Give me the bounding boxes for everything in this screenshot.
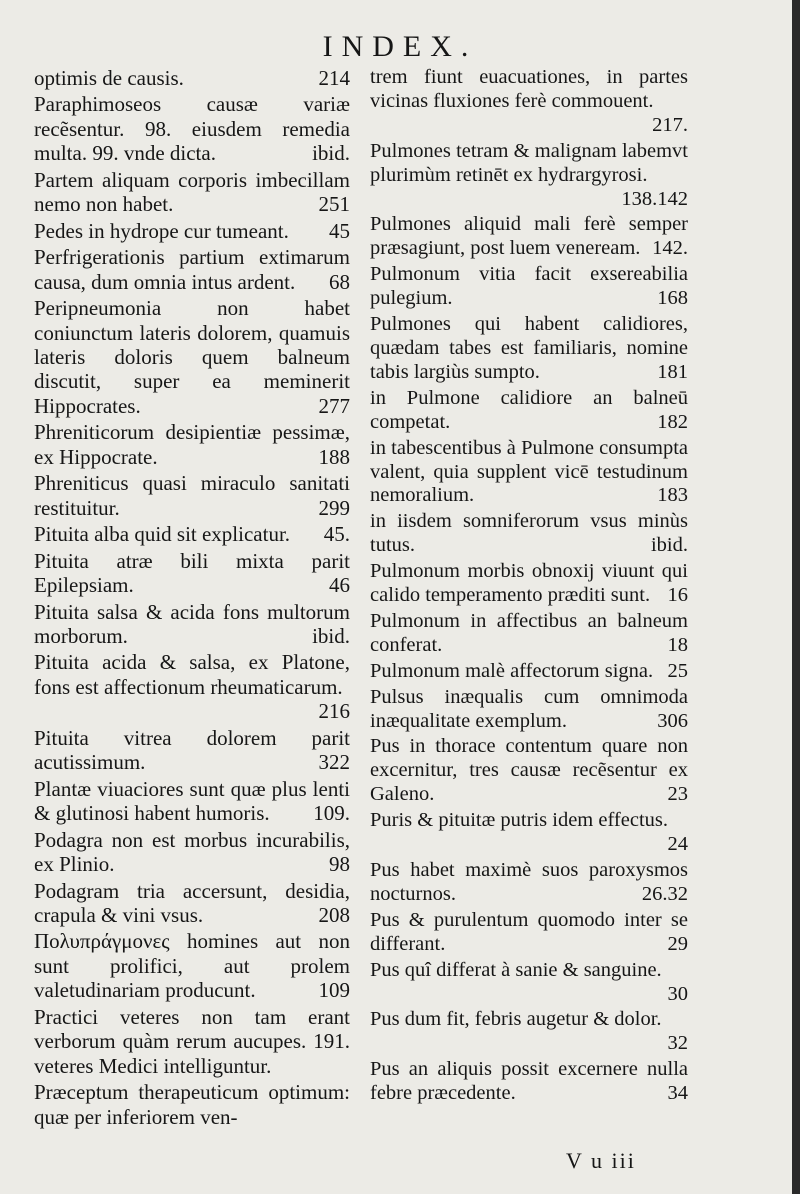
entry-text: Perfrigerationis partium extimarum causa, dum omnia intus ardent.: [34, 245, 350, 294]
entry-page-ref: 299: [318, 495, 350, 520]
entry-page-ref: 142.: [652, 237, 688, 260]
index-entry: [370, 660, 688, 684]
index-entry: [34, 168, 350, 217]
entry-text: Pulmonum vitia facit exsereabilia pulegium.: [370, 263, 688, 310]
index-entry: [34, 420, 350, 469]
entry-page-ref: ibid.: [650, 534, 688, 557]
index-entry: [34, 1005, 350, 1078]
entry-text: Pulmones aliquid mali ferè semper præsagiunt, post luem veneream.: [370, 213, 688, 260]
index-entry: [370, 437, 688, 509]
index-entry: [34, 1080, 350, 1129]
index-entry: [370, 263, 688, 311]
index-entry: [370, 959, 688, 1007]
entry-page-ref: 182: [657, 410, 688, 433]
entry-page-ref: 322: [318, 750, 350, 775]
entry-text: Pituita alba quid sit explicatur.: [34, 522, 291, 547]
entry-page-ref: 109: [318, 978, 350, 1003]
entry-text: Præceptum therapeuticum optimum: quæ per inferiorem ven-: [34, 1080, 350, 1129]
entry-page-ref: 16: [667, 584, 688, 607]
index-entry: [370, 313, 688, 385]
entry-page-ref: ibid.: [312, 141, 350, 166]
entry-page-ref: 26.32: [641, 882, 688, 905]
index-entry: [370, 213, 688, 261]
entry-text: Puris & pituitæ putris idem effectus.: [370, 809, 668, 832]
entry-page-ref: 188: [318, 444, 350, 469]
entry-text: Pus & purulentum quomodo inter se differant.: [370, 908, 688, 955]
index-column-right: [370, 66, 688, 1108]
entry-text: Practici veteres non tam erant verborum quàm rerum aucupes. 191. veteres Medici intelliguntur.: [34, 1004, 350, 1078]
entry-page-ref: 109.: [313, 801, 350, 826]
index-entry: [34, 92, 350, 165]
index-entry: [34, 600, 350, 649]
index-entry: [370, 735, 688, 807]
entry-text: Pulmonum malè affectorum signa.: [370, 659, 654, 682]
entry-text: Pulmones qui habent calidiores, quædam tabes est familiaris, nomine tabis largiùs sumpto.: [370, 313, 688, 383]
entry-page-ref: 214: [318, 66, 350, 90]
entry-page-ref: 183: [657, 484, 688, 507]
entry-text: Pituita salsa & acida fons multorum morborum.: [34, 599, 350, 648]
index-entry: [34, 471, 350, 520]
entry-text: Phreniticorum desipientiæ pessimæ, ex Hippocrate.: [34, 420, 350, 469]
index-entry: [34, 879, 350, 928]
entry-page-ref: 45.: [323, 522, 350, 547]
entry-page-ref: 168: [657, 287, 688, 310]
index-entry: [370, 1058, 688, 1106]
index-column-left: [34, 66, 350, 1131]
index-entry: [370, 909, 688, 957]
entry-page-ref: 217.: [652, 113, 688, 136]
entry-text: in Pulmone calidiore an balneū competat.: [370, 386, 688, 433]
entry-page-ref: 208: [318, 902, 350, 927]
entry-text: Pus an aliquis possit excernere nulla febre præcedente.: [370, 1058, 688, 1105]
entry-page-ref: 251: [318, 192, 350, 217]
index-entry: [370, 686, 688, 734]
entry-page-ref: 98: [329, 852, 350, 877]
index-entry: [370, 510, 688, 558]
entry-text: Pulsus inæqualis cum omnimoda inæqualitate exemplum.: [370, 685, 688, 732]
index-entry: [370, 387, 688, 435]
entry-text: Podagram tria accersunt, desidia, crapula & vini vsus.: [34, 878, 350, 927]
signature-mark: V u iii: [566, 1148, 636, 1173]
entry-page-ref: 32: [667, 1032, 688, 1055]
index-entry: [34, 219, 350, 243]
index-entry: [34, 66, 350, 90]
entry-text: Pulmonum morbis obnoxij viuunt qui calido temperamento præditi sunt.: [370, 560, 688, 607]
index-entry: [34, 777, 350, 826]
entry-page-ref: 46: [329, 573, 350, 598]
entry-text: in tabescentibus à Pulmone consumpta valent, quia supplent vicē testudinum nemoralium.: [370, 436, 688, 507]
entry-text: trem fiunt euacuationes, in partes vicinas fluxiones ferè commouent.: [370, 66, 688, 112]
entry-text: Pituita acida & salsa, ex Platone, fons est affectionum rheumaticarum.: [34, 650, 350, 699]
entry-text: Pus quî differat à sanie & sanguine.: [370, 958, 662, 981]
index-entry: [370, 809, 688, 857]
entry-page-ref: 29: [667, 932, 688, 955]
entry-page-ref: 216: [318, 699, 350, 724]
index-entry: [34, 726, 350, 775]
page-title: INDEX.: [322, 30, 478, 63]
index-entry: [34, 549, 350, 598]
entry-text: Pus in thorace contentum quare non excernitur, tres causæ recẽsentur ex Galeno.: [370, 735, 688, 806]
entry-text: Plantæ viuaciores sunt quæ plus lenti & glutinosi habent humoris.: [34, 776, 350, 826]
entry-page-ref: 68: [329, 269, 350, 294]
entry-page-ref: 45: [329, 218, 350, 243]
entry-text: Pulmones tetram & malignam labemvt plurimùm retinēt ex hydrargyrosi.: [370, 139, 688, 186]
entry-page-ref: 30: [667, 982, 688, 1005]
index-entry: [34, 828, 350, 877]
index-entry: [370, 610, 688, 658]
entry-text: Pedes in hydrope cur tumeant.: [34, 218, 289, 243]
index-entry: [370, 140, 688, 212]
entry-text: Podagra non est morbus incurabilis, ex Plinio.: [34, 827, 350, 877]
entry-text: Πολυπράγμονες homines aut non sunt prolifici, aut prolem valetudinariam producunt.: [34, 929, 350, 1003]
entry-text: Phreniticus quasi miraculo sanitati restituitur.: [34, 471, 350, 520]
index-entry: [370, 560, 688, 608]
index-entry: [370, 859, 688, 907]
entry-page-ref: 34: [667, 1082, 688, 1105]
entry-page-ref: 25: [667, 659, 688, 682]
entry-page-ref: ibid.: [312, 623, 350, 648]
entry-page-ref: 277: [318, 393, 350, 418]
entry-page-ref: 23: [667, 783, 688, 806]
entry-text: Pituita atræ bili mixta parit Epilepsiam.: [34, 548, 350, 598]
entry-page-ref: 24: [667, 833, 688, 856]
entry-page-ref: 181: [657, 360, 688, 383]
index-entry: [34, 929, 350, 1002]
index-entry: [34, 650, 350, 723]
entry-page-ref: 138.142: [621, 187, 688, 210]
entry-text: Paraphimoseos causæ variæ recẽsentur. 98. eiusdem remedia multa. 99. vnde dicta.: [34, 92, 350, 166]
index-entry: [34, 296, 350, 418]
entry-text: Peripneumonia non habet coniunctum lateris dolorem, quamuis lateris doloris quem balneum discutit, super ea meminerit Hippocrates.: [34, 296, 350, 418]
entry-text: Pituita vitrea dolorem parit acutissimum.: [34, 725, 350, 775]
entry-page-ref: 306: [657, 709, 688, 732]
index-entry: [34, 245, 350, 294]
index-entry: [370, 66, 688, 138]
entry-text: Pus dum fit, febris augetur & dolor.: [370, 1008, 662, 1031]
entry-text: Pulmonum in affectibus an balneum conferat.: [370, 609, 688, 656]
entry-text: Pus habet maximè suos paroxysmos nocturnos.: [370, 859, 688, 905]
index-entry: [34, 522, 350, 546]
entry-text: Partem aliquam corporis imbecillam nemo non habet.: [34, 167, 350, 217]
entry-page-ref: 18: [667, 633, 688, 656]
entry-text: in iisdem somniferorum vsus minùs tutus.: [370, 510, 688, 557]
index-entry: [370, 1008, 688, 1056]
entry-text: optimis de causis.: [34, 66, 184, 90]
